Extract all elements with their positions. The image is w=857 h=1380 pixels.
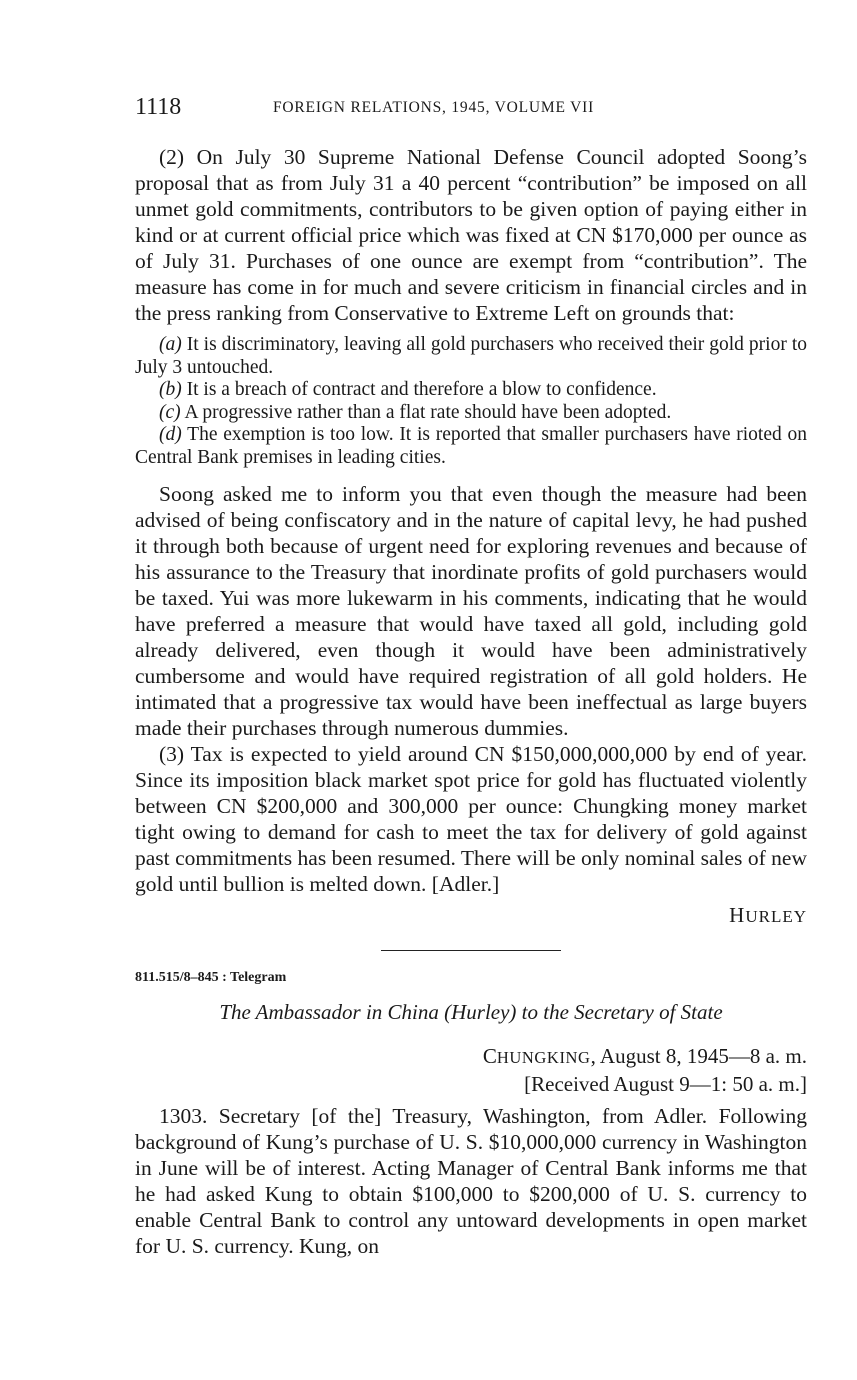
- page-header: [135, 92, 807, 128]
- list-item-label: (c): [159, 401, 181, 423]
- dateline-date: , August 8, 1945—8 a. m.: [590, 1044, 807, 1068]
- list-item: [135, 334, 807, 379]
- document-title: The Ambassador in China (Hurley) to the Secretary of State: [219, 1000, 723, 1024]
- section-divider: [381, 950, 561, 951]
- signature-hurley: [135, 903, 807, 929]
- page-number: 1118: [135, 94, 182, 120]
- list-item-label: (a): [159, 334, 182, 355]
- dateline: [135, 1043, 807, 1071]
- running-head: FOREIGN RELATIONS, 1945, VOLUME VII: [273, 99, 595, 116]
- list-item-text: It is discriminatory, leaving all gold purchasers who received their gold prior to July 3 untouched.: [135, 334, 807, 378]
- paragraph-soong: Soong asked me to inform you that even though the measure had been advised of being confiscatory and in the nature of capital levy, he had pushed it through both because of urgent need for exploring revenues and because of his assurance to the Treasury that inordinate profits of gold purchasers would be taxed. Yui was more lukewarm in his comments, indicating that he would have preferred a measure that would have taxed all gold, including gold already delivered, even though it would have been administratively cumbersome and would have required registration of all gold holders. He intimated that a progressive tax would have been ineffectual as large buyers made their purchases through numerous dummies.: [135, 482, 807, 740]
- paragraph-section-3: (3) Tax is expected to yield around CN $150,000,000,000 by end of year. Since its imposition black market spot price for gold has fluctuated violently between CN $200,000 and 300,000 per ounce: Chungking money market tight owing to demand for cash to meet the tax for delivery of gold against past commitments has been resumed. There will be only nominal sales of new gold until bullion is melted down. [Adler.]: [135, 742, 807, 896]
- grounds-list: [135, 334, 807, 469]
- list-item-label: (b): [159, 379, 182, 400]
- document-page: [135, 92, 807, 1259]
- list-item-text: It is a breach of contract and therefore a blow to confidence.: [186, 379, 657, 400]
- file-reference: 811.515/8–845 : Telegram: [135, 970, 287, 985]
- list-item-label: (d): [159, 424, 182, 445]
- received-line: [Received August 9—1: 50 a. m.]: [524, 1072, 807, 1096]
- paragraph-section-2: (2) On July 30 Supreme National Defense Council adopted Soong’s proposal that as from July 31 a 40 percent “contribution” be imposed on all unmet gold commitments, contributors to be given option of paying either in kind or at current official price which was fixed at CN $170,000 per ounce as of July 31. Purchases of one ounce are exempt from “contribution”. The measure has come in for much and severe criticism in financial circles and in the press ranking from Conservative to Extreme Left on grounds that:: [135, 145, 807, 325]
- paragraph-telegram-1303: 1303. Secretary [of the] Treasury, Washington, from Adler. Following background of Kung’s purchase of U. S. $10,000,000 currency in Washington in June will be of interest. Acting Manager of Central Bank informs me that he had asked Kung to obtain $100,000 to $200,000 of U. S. currency to enable Central Bank to control any untoward developments in open market for U. S. currency. Kung, on: [135, 1104, 807, 1258]
- list-item-text: A progressive rather than a flat rate should have been adopted.: [184, 401, 672, 423]
- signature-initial: H: [729, 903, 746, 927]
- list-item: [135, 424, 807, 469]
- list-item: [135, 402, 807, 425]
- signature-rest: URLEY: [745, 907, 807, 926]
- dateline-place-rest: HUNGKING: [496, 1048, 591, 1067]
- list-item-text: The exemption is too low. It is reported that smaller purchasers have rioted on Central Bank premises in leading cities.: [135, 424, 807, 468]
- dateline-place-initial: C: [482, 1044, 497, 1068]
- list-item: [135, 379, 807, 402]
